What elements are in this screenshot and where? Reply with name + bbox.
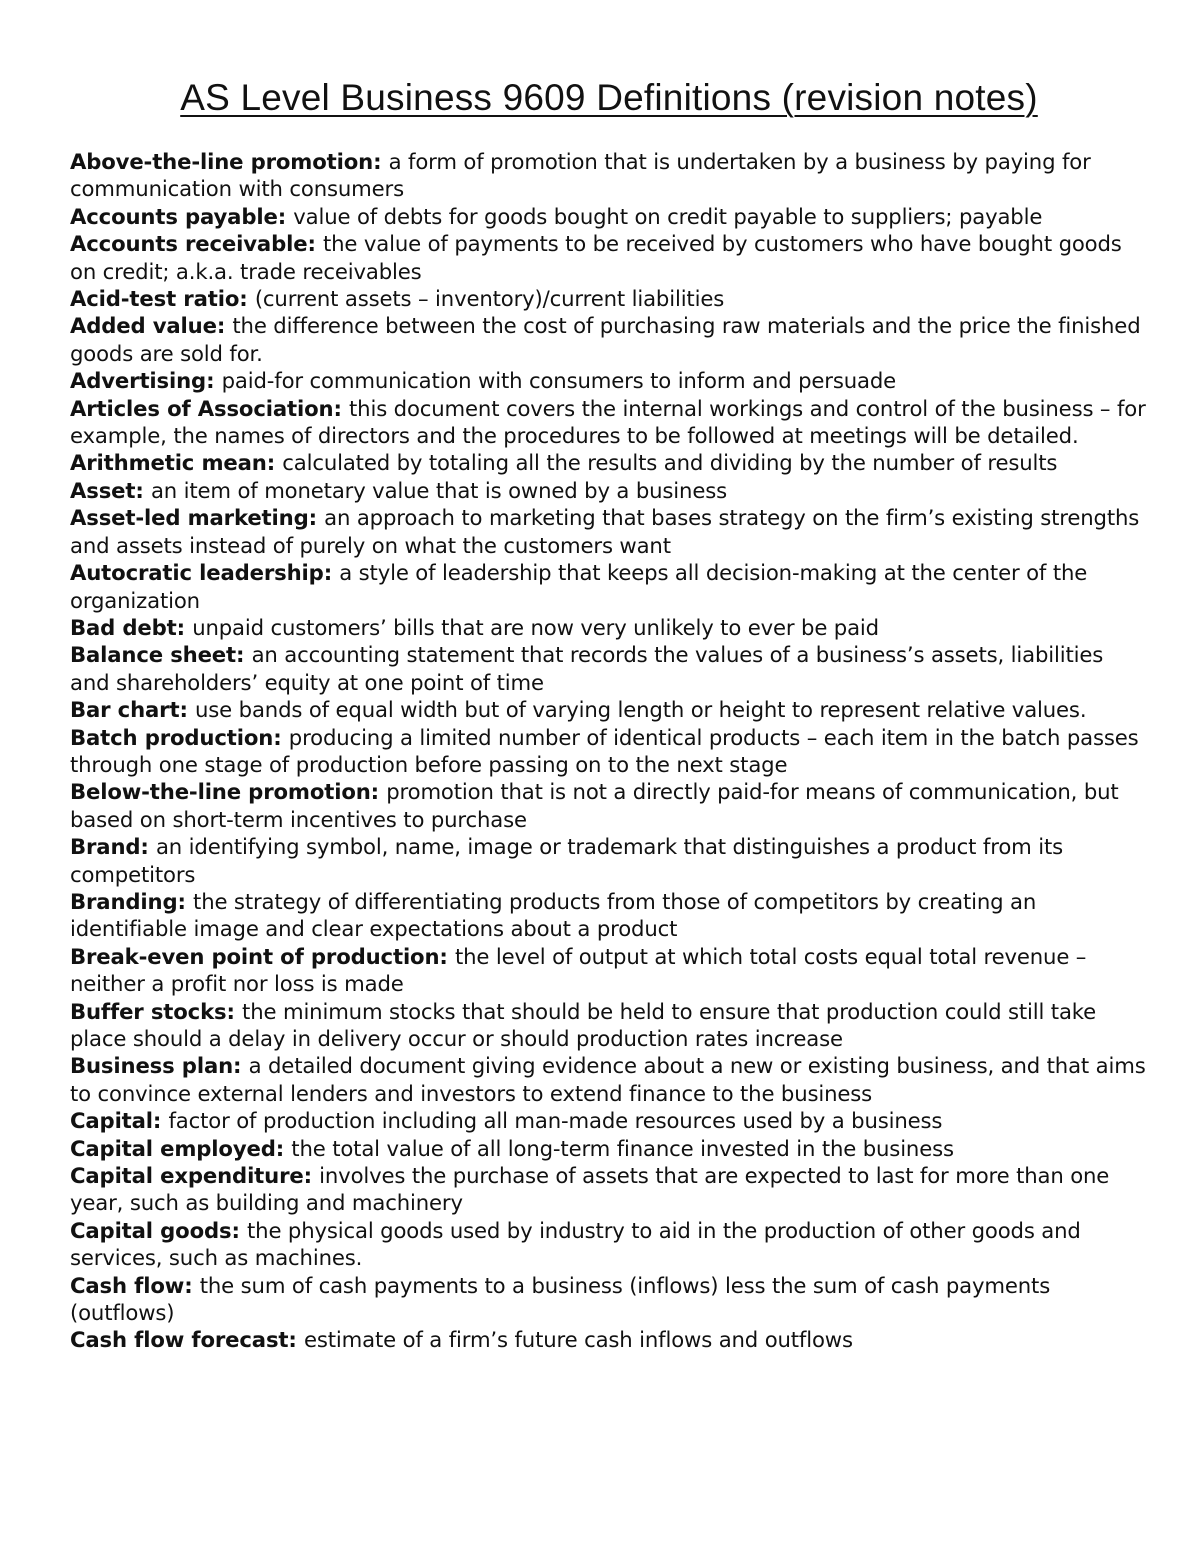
definition-term: Autocratic leadership :: [70, 560, 339, 585]
definition-entry: [70, 1217, 1148, 1272]
definition-text: a detailed document giving evidence about a new or existing business, and that aims to convince external lenders and investors to extend finance to the business: [70, 1053, 1146, 1106]
definition-text: the total value of all long-term finance invested in the business: [291, 1135, 954, 1161]
definition-term: Asset-led marketing :: [70, 505, 324, 530]
definition-term: Below-the-line promotion :: [70, 779, 386, 804]
definition-term: Added value :: [70, 313, 232, 338]
definition-entry: [70, 888, 1148, 943]
definition-text: use bands of equal width but of varying length or height to represent relative values.: [195, 697, 1087, 723]
definition-entry: [70, 148, 1148, 203]
definition-text: a style of leadership that keeps all decision-making at the center of the organization: [70, 560, 1088, 613]
definition-entry: [70, 504, 1148, 559]
definition-text: this document covers the internal workings and control of the business – for example, the names of directors and the procedures to be followed at meetings will be detailed.: [70, 395, 1146, 449]
definition-entry: [70, 395, 1148, 450]
definition-term: Bad debt :: [70, 615, 192, 640]
definition-text: a form of promotion that is undertaken by a business by paying for communication with consumers: [70, 149, 1091, 202]
definition-term: Capital :: [70, 1108, 168, 1133]
definition-entry: [70, 285, 1148, 312]
definition-term: Capital employed :: [70, 1136, 291, 1161]
definition-term: Cash flow :: [70, 1273, 200, 1298]
definitions-list: [70, 148, 1148, 1354]
definition-term: Accounts payable :: [70, 204, 293, 229]
definition-entry: [70, 614, 1148, 641]
definition-term: Advertising :: [70, 368, 222, 393]
definition-text: promotion that is not a directly paid-for means of communication, but based on short-term incentives to purchase: [70, 779, 1119, 832]
definition-entry: [70, 1107, 1148, 1134]
definition-term: Accounts receivable :: [70, 231, 323, 256]
definition-entry: [70, 367, 1148, 394]
definition-entry: [70, 559, 1148, 614]
definition-term: Cash flow forecast :: [70, 1327, 304, 1352]
definition-term: Bar chart :: [70, 697, 195, 722]
definition-text: the physical goods used by industry to aid in the production of other goods and services, such as machines.: [70, 1217, 1081, 1271]
document-title: AS Level Business 9609 Definitions (revision notes): [180, 77, 1038, 118]
definition-entry: [70, 778, 1148, 833]
definition-entry: [70, 203, 1148, 230]
definition-entry: [70, 641, 1148, 696]
definition-entry: [70, 943, 1148, 998]
definition-text: the difference between the cost of purchasing raw materials and the price the finished goods are sold for.: [70, 313, 1141, 366]
definition-entry: [70, 230, 1148, 285]
definition-text: (current assets – inventory)/current liabilities: [254, 286, 725, 312]
definition-term: Capital expenditure :: [70, 1163, 319, 1188]
definition-text: an item of monetary value that is owned by a business: [150, 477, 727, 503]
definition-term: Articles of Association :: [70, 396, 349, 421]
definition-entry: [70, 312, 1148, 367]
definition-text: the value of payments to be received by customers who have bought goods on credit; a.k.a. trade receivables: [70, 231, 1122, 284]
definition-entry: [70, 449, 1148, 476]
definition-text: factor of production including all man-made resources used by a business: [168, 1108, 943, 1134]
definition-term: Above-the-line promotion :: [70, 149, 389, 174]
definition-entry: [70, 696, 1148, 723]
definition-term: Asset :: [70, 478, 151, 503]
definition-term: Business plan :: [70, 1053, 249, 1078]
definition-term: Brand :: [70, 834, 156, 859]
definition-text: the level of output at which total costs equal total revenue – neither a profit nor loss is made: [70, 943, 1087, 997]
definition-entry: [70, 1135, 1148, 1162]
definition-term: Balance sheet :: [70, 642, 252, 667]
definition-text: an approach to marketing that bases strategy on the firm’s existing strengths and assets instead of purely on what the customers want: [70, 505, 1140, 558]
definition-term: Buffer stocks :: [70, 999, 242, 1024]
definition-text: estimate of a firm’s future cash inflows and outflows: [303, 1327, 853, 1353]
definition-entry: [70, 1162, 1148, 1217]
definition-entry: [70, 724, 1148, 779]
definition-entry: [70, 1052, 1148, 1107]
definition-text: involves the purchase of assets that are expected to last for more than one year, such as building and machinery: [70, 1163, 1110, 1216]
definition-text: the strategy of differentiating products from those of competitors by creating an identifiable image and clear expectations about a product: [70, 888, 1037, 942]
definition-text: unpaid customers’ bills that are now very unlikely to ever be paid: [192, 614, 879, 640]
definition-text: calculated by totaling all the results and dividing by the number of results: [282, 450, 1058, 476]
definition-text: paid-for communication with consumers to inform and persuade: [221, 368, 897, 394]
definition-text: the minimum stocks that should be held to ensure that production could still take place should a delay in delivery occur or should production rates increase: [70, 998, 1097, 1051]
definition-entry: [70, 477, 1148, 504]
definition-entry: [70, 1272, 1148, 1327]
definition-entry: [70, 1326, 1148, 1353]
definition-term: Batch production :: [70, 725, 289, 750]
definition-term: Acid-test ratio :: [70, 286, 255, 311]
definition-entry: [70, 998, 1148, 1053]
definition-entry: [70, 833, 1148, 888]
definition-term: Branding :: [70, 889, 193, 914]
definition-term: Capital goods :: [70, 1218, 247, 1243]
definition-text: an accounting statement that records the values of a business’s assets, liabilities and shareholders’ equity at one point of time: [70, 642, 1104, 695]
definition-text: an identifying symbol, name, image or trademark that distinguishes a product from its competitors: [70, 834, 1064, 887]
definition-text: producing a limited number of identical products – each item in the batch passes through one stage of production before passing on to the next stage: [70, 724, 1139, 777]
definition-term: Arithmetic mean :: [70, 450, 282, 475]
definition-text: value of debts for goods bought on credit payable to suppliers; payable: [293, 203, 1043, 229]
definition-term: Break-even point of production :: [70, 944, 455, 969]
definition-text: the sum of cash payments to a business (inflows) less the sum of cash payments (outflows): [70, 1272, 1051, 1326]
